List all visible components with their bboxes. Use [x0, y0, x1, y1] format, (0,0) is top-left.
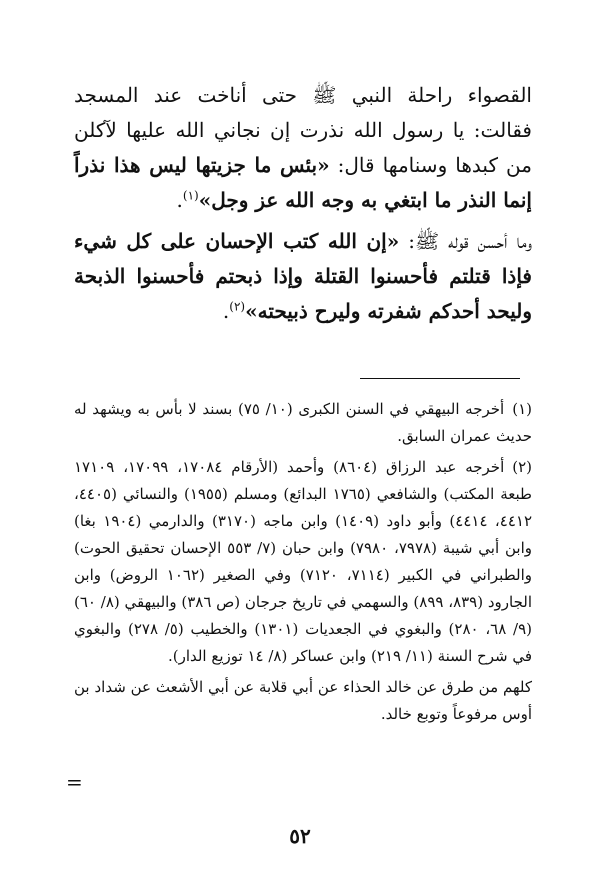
hadith-quote-1: «بئس ما جزيتها ليس هذا نذراً إنما النذر ما ابتغي به وجه الله عز وجل» [74, 153, 532, 212]
footnote-ref-1: (١) [182, 188, 199, 203]
footnote-ref-2: (٢) [229, 299, 246, 314]
paragraph-1-end: . [176, 188, 183, 212]
hadith-quote-2: «إن الله كتب الإحسان على كل شيء فإذا قتلتم فأحسنوا القتلة وإذا ذبحتم فأحسنوا الذبحة وليحد أحدكم شفرته وليرح ذبيحته» [74, 229, 532, 323]
footnotes [74, 396, 532, 728]
paragraph-1 [74, 78, 532, 218]
footnote-1-number: (١) [512, 400, 532, 418]
footnote-2-text: أخرجه عبد الرزاق (٨٦٠٤) وأحمد (الأرقام ١٧٠٨٤، ١٧٠٩٩، ١٧١٠٩ طبعة المكتب) والشافعي (١٧٦٥ البدائع) ومسلم (١٩٥٥) والنسائي (٤٤٠٥، ٤٤١٢، ٤٤١٤) وأبو داود (١٤٠٩) وابن ماجه (٣١٧٠) والدارمي (١٩٠٤ بغا) وابن أبي شيبة (٧٩٧٨، ٧٩٨٠) وابن حبان (٧/ ٥٥٣ الإحسان تحقيق الحوت) والطبراني في الكبير (٧١١٤، ٧١٢٠) وفي الصغير (١٠٦٢ الروض) وابن الجارود (٨٣٩، ٨٩٩) والسهمي في تاريخ جرجان (ص ٣٨٦) والبيهقي (٨/ ٦٠) (٩/ ٦٨، ٢٨٠) والبغوي في الجعديات (١٣٠١) والخطيب (٥/ ٢٧٨) والبغوي في شرح السنة (١١/ ٢١٩) وابن عساكر (٨/ ١٤ توزيع الدار). [74, 458, 533, 665]
footnote-2-continuation: كلهم من طرق عن خالد الحذاء عن أبي قلابة عن أبي الأشعث عن شداد بن أوس مرفوعاً وتوبع خالد. [74, 678, 532, 723]
paragraph-1-text: القصواء راحلة النبي ﷺ حتى أناخت عند المسجد فقالت: يا رسول الله نذرت إن نجاني الله عليها لآكلن من كبدها وسنامها قال: [74, 83, 532, 177]
main-text [74, 78, 532, 329]
page-number: ٥٢ [289, 824, 311, 848]
continuation-mark: = [66, 770, 83, 794]
paragraph-2 [74, 224, 532, 329]
paragraph-2-end: . [222, 299, 230, 323]
footnote-1 [74, 396, 532, 450]
footnote-2-number: (٢) [512, 458, 533, 476]
footnote-2 [74, 454, 532, 670]
footnote-divider [360, 378, 520, 379]
paragraph-2-text: وما أحسن قوله ﷺ: [399, 229, 533, 253]
footnote-1-text: أخرجه البيهقي في السنن الكبرى (١٠/ ٧٥) بسند لا بأس به ويشهد له حديث عمران السابق. [74, 400, 532, 445]
